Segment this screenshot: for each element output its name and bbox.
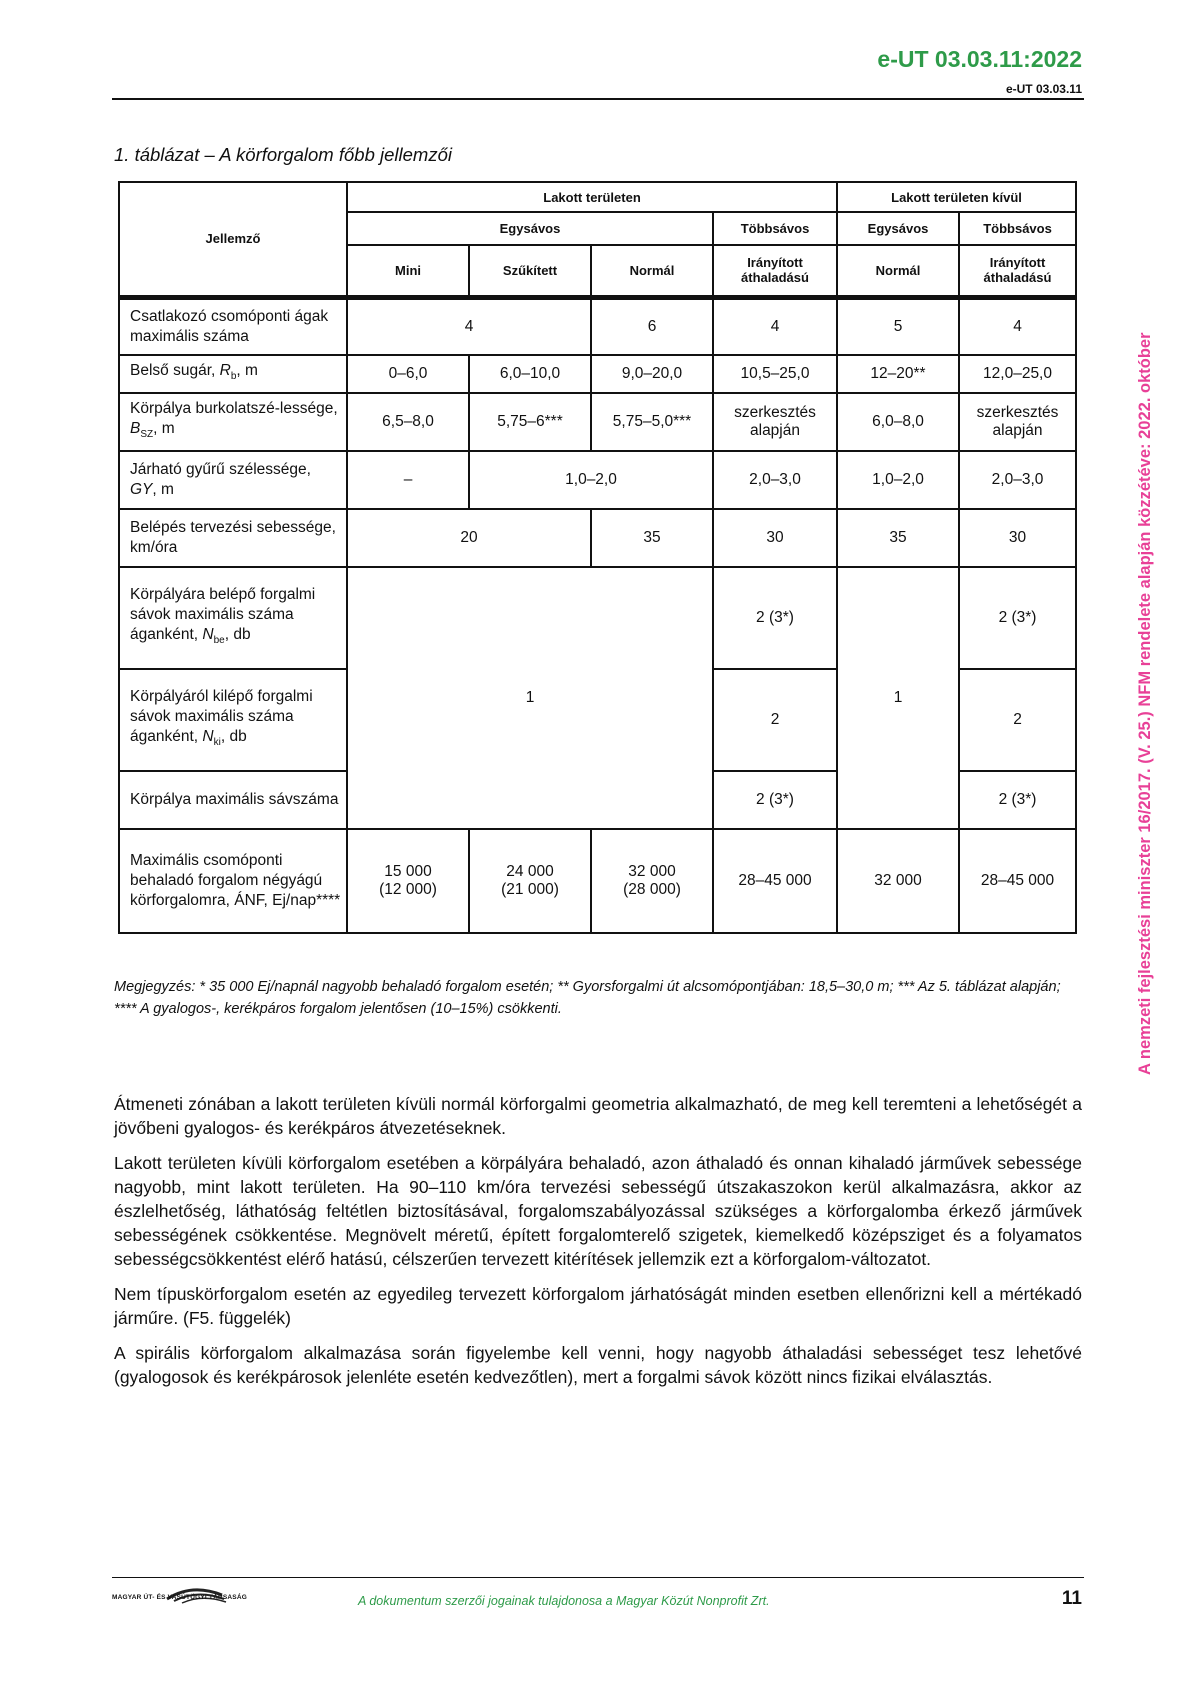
document-code-short: e-UT 03.03.11: [1005, 82, 1082, 96]
merged-cell-lakott-egysavos: 1: [347, 567, 713, 829]
header-mini: Mini: [347, 245, 469, 297]
header-jellemzo: Jellemző: [119, 182, 347, 297]
cell: –: [347, 451, 469, 509]
table-row: [119, 829, 1076, 933]
cell: 9,0–20,0: [591, 355, 713, 393]
side-publication-note: [1136, 165, 1162, 1075]
cell: 35: [591, 509, 713, 567]
cell: 6,0–10,0: [469, 355, 591, 393]
table-row: [119, 509, 1076, 567]
body-text: [114, 1092, 1082, 1400]
header-egysavos: Egysávos: [347, 212, 713, 245]
row-label: Körpálya maximális sávszáma: [119, 771, 347, 829]
cell: 30: [959, 509, 1076, 567]
table-note: Megjegyzés: * 35 000 Ej/napnál nagyobb behaladó forgalom esetén; ** Gyorsforgalmi út alcsomópontjában: 18,5–30,0 m; *** Az 5. táblázat alapján; **** A gyalogos-, kerékpáros forgalom jelentősen (10–15%) csökkenti.: [114, 979, 1061, 1017]
table-row: [119, 567, 1076, 669]
cell: 28–45 000: [959, 829, 1076, 933]
cell: 2 (3*): [713, 771, 837, 829]
cell: 5,75–6***: [469, 393, 591, 451]
logo-text: MAGYAR ÚT- ÉS VASÚTÜGYI TÁRSASÁG: [112, 1594, 247, 1601]
row-label: Maximális csomóponti behaladó forgalom négyágú körforgalomra, ÁNF, Ej/nap****: [119, 829, 347, 933]
cell: 15 000 (12 000): [347, 829, 469, 933]
cell: 2: [959, 669, 1076, 771]
table-row: [119, 451, 1076, 509]
cell: 4: [347, 297, 591, 355]
row-label: Körpályáról kilépő forgalmi sávok maximális száma áganként, $N_{ki}$, db: [119, 669, 347, 771]
table-row: [119, 297, 1076, 355]
header-normal-kivul: Normál: [837, 245, 959, 297]
header-szukitett: Szűkített: [469, 245, 591, 297]
document-code: e-UT 03.03.11:2022: [877, 46, 1082, 72]
cell: 24 000 (21 000): [469, 829, 591, 933]
paragraph: A spirális körforgalom alkalmazása során figyelembe kell venni, hogy nagyobb áthaladási sebességet tesz lehetővé (gyalogosok és kerékpárosok jelenléte esetén kedvezőtlen), mert a forgalmi sávok között nincs fizikai elválasztás.: [114, 1343, 1082, 1387]
cell: 32 000: [837, 829, 959, 933]
copyright-text: A dokumentum szerzői jogainak tulajdonosa a Magyar Közút Nonprofit Zrt.: [358, 1594, 770, 1608]
cell: szerkesztés alapján: [959, 393, 1076, 451]
cell: 2: [713, 669, 837, 771]
cell: 2 (3*): [959, 771, 1076, 829]
row-label: Járható gyűrű szélessége, GY, m: [119, 451, 347, 509]
table-row: [119, 393, 1076, 451]
cell: 5,75–5,0***: [591, 393, 713, 451]
cell: 28–45 000: [713, 829, 837, 933]
header-kivul: Lakott területen kívül: [837, 182, 1076, 212]
cell: 12,0–25,0: [959, 355, 1076, 393]
cell: 6,0–8,0: [837, 393, 959, 451]
cell: 2 (3*): [959, 567, 1076, 669]
header-egysavos-kivul: Egysávos: [837, 212, 959, 245]
cell: 1,0–2,0: [469, 451, 713, 509]
cell: 6: [591, 297, 713, 355]
row-label: Belépés tervezési sebessége, km/óra: [119, 509, 347, 567]
cell: 4: [713, 297, 837, 355]
row-label: Körpálya burkolatszé-lessége, $B_{SZ}$, m: [119, 393, 347, 451]
side-note-text: A nemzeti fejlesztési miniszter 16/2017. (V. 25.) NFM rendelete alapján közzétéve: 2022. október: [1136, 332, 1154, 1075]
cell: 4: [959, 297, 1076, 355]
row-label: Belső sugár, $R_b$, m: [119, 355, 347, 393]
table-caption: 1. táblázat – A körforgalom főbb jellemzői: [114, 144, 452, 165]
cell: 35: [837, 509, 959, 567]
row-label: Körpályára belépő forgalmi sávok maximális száma áganként, $N_{be}$, db: [119, 567, 347, 669]
cell: 1,0–2,0: [837, 451, 959, 509]
header-tobbsavos-kivul: Többsávos: [959, 212, 1076, 245]
paragraph: Nem típuskörforgalom esetén az egyedileg tervezett körforgalom járhatóságát minden esetben ellenőrizni kell a mértékadó járműre. (F5. függelék): [114, 1284, 1082, 1328]
header-rule: [112, 98, 1084, 100]
cell: szerkesztés alapján: [713, 393, 837, 451]
cell: 20: [347, 509, 591, 567]
table-row: [119, 355, 1076, 393]
header-tobbsavos: Többsávos: [713, 212, 837, 245]
footer-rule: [112, 1577, 1084, 1578]
cell: 6,5–8,0: [347, 393, 469, 451]
cell: 30: [713, 509, 837, 567]
page-number: 11: [1061, 1588, 1082, 1609]
cell: 10,5–25,0: [713, 355, 837, 393]
paragraph: Átmeneti zónában a lakott területen kívüli normál körforgalmi geometria alkalmazható, de meg kell teremteni a lehetőségét a jövőbeni gyalogos- és kerékpáros átvezetéseknek.: [114, 1094, 1082, 1138]
logo-icon: [112, 1583, 262, 1621]
cell: 2 (3*): [713, 567, 837, 669]
header-iranyitott: Irányított áthaladású: [713, 245, 837, 297]
roundabout-characteristics-table: [118, 181, 1077, 934]
cell: 12–20**: [837, 355, 959, 393]
header-lakott: Lakott területen: [347, 182, 837, 212]
cell: 2,0–3,0: [959, 451, 1076, 509]
cell: 2,0–3,0: [713, 451, 837, 509]
cell: 0–6,0: [347, 355, 469, 393]
header-normal: Normál: [591, 245, 713, 297]
cell: 5: [837, 297, 959, 355]
cell: 32 000 (28 000): [591, 829, 713, 933]
paragraph: Lakott területen kívüli körforgalom esetében a körpályára behaladó, azon áthaladó és onnan kihaladó járművek sebessége nagyobb, mint lakott területen. Ha 90–110 km/óra tervezési sebességű útszakaszokon kerül alkalmazásra, akkor az észlelhetőség, láthatóság feltétlen biztosításával, forgalomszabályozással szükséges a körforgalomba érkező járművek sebességének csökkentése. Megnövelt méretű, épített forgalomterelő szigetek, kiemelkedő középsziget és a folyamatos sebességcsökkentést elérő hatású, célszerűen tervezett kitérítések jellemzik ezt a körforgalom-változatot.: [114, 1153, 1082, 1269]
row-label: Csatlakozó csomóponti ágak maximális száma: [119, 297, 347, 355]
merged-cell-kivul-egysavos: 1: [837, 567, 959, 829]
header-iranyitott-kivul: Irányított áthaladású: [959, 245, 1076, 297]
